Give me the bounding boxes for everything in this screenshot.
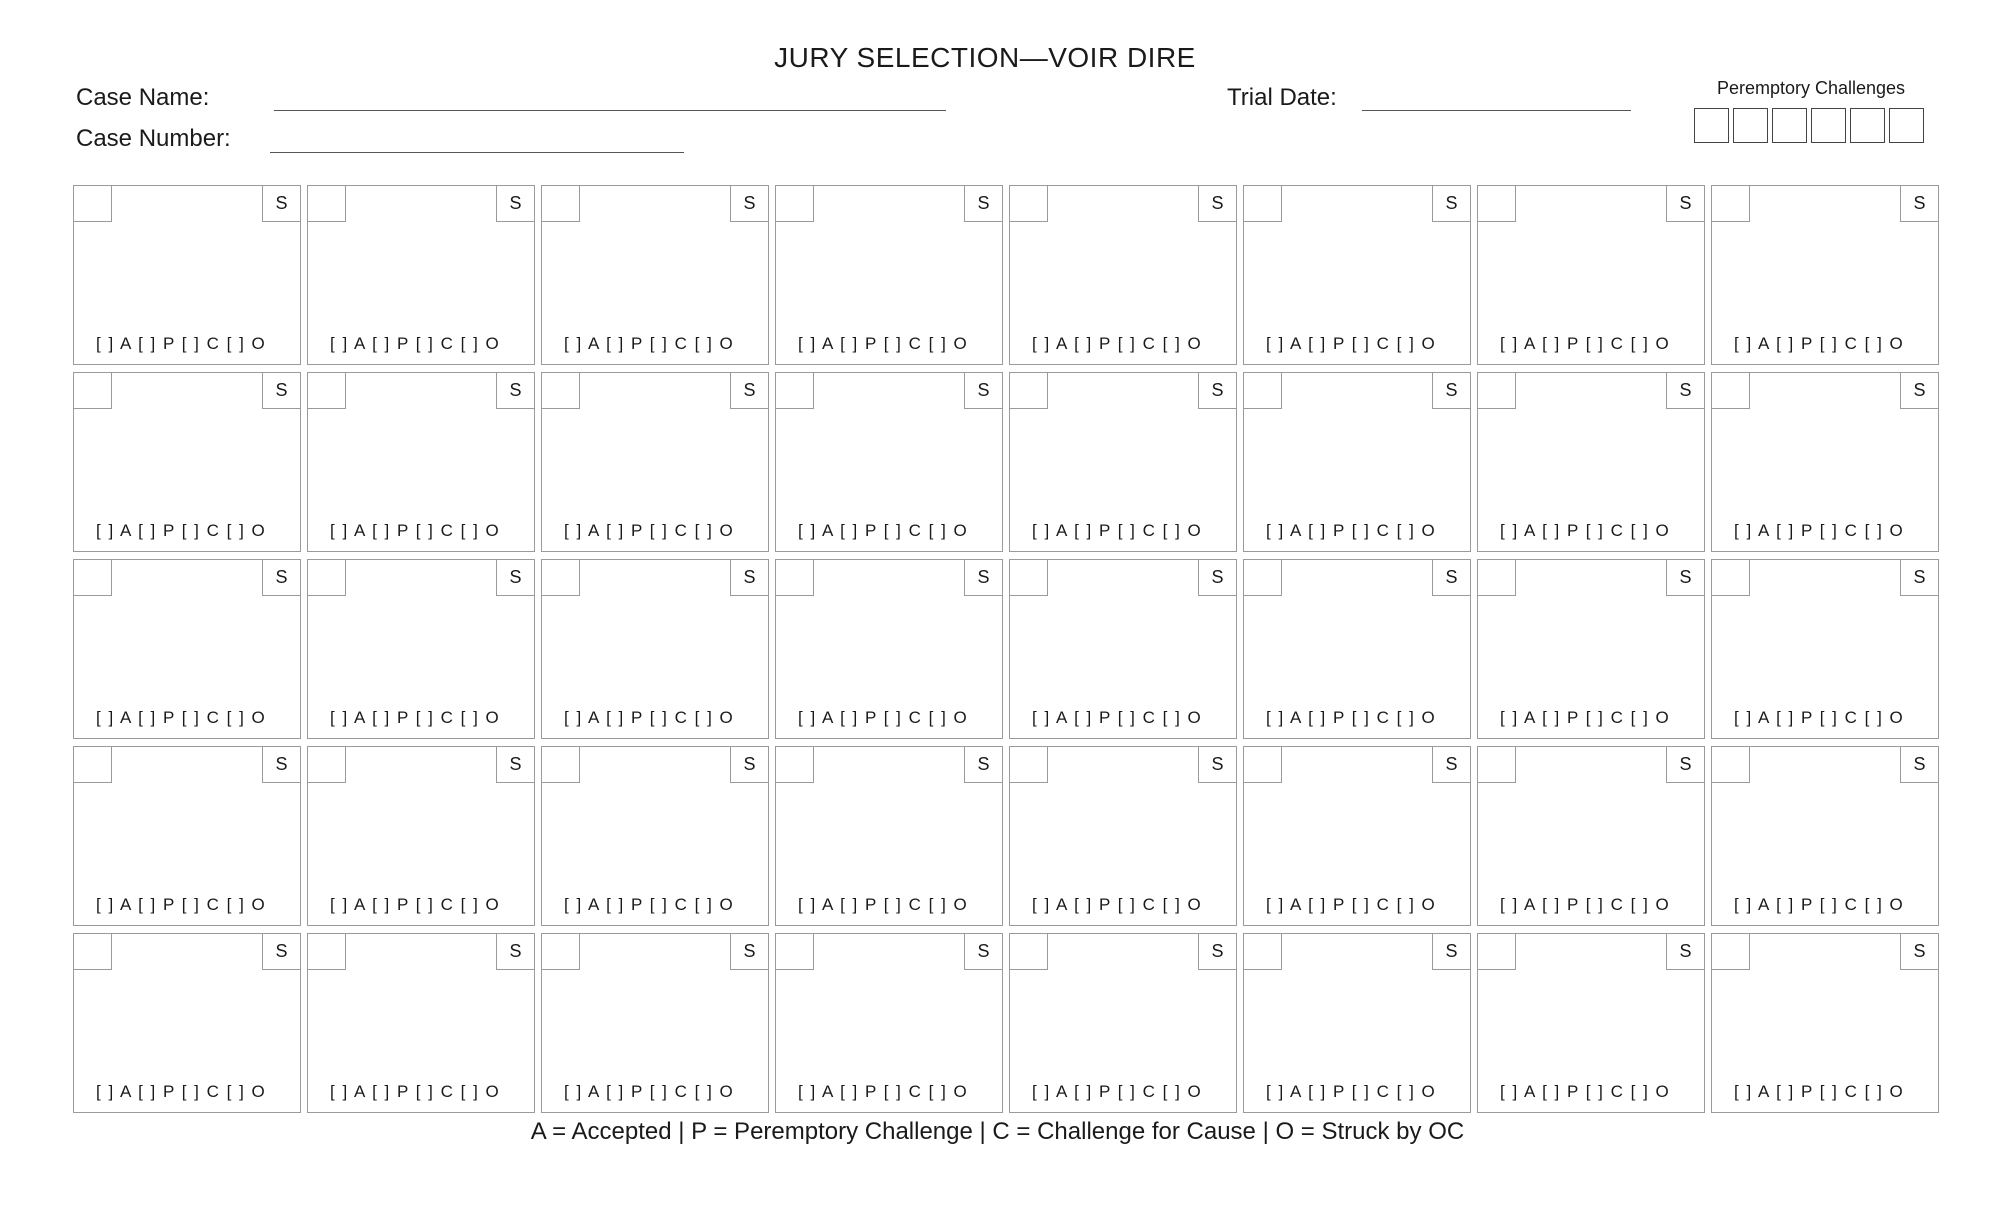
juror-card[interactable] — [307, 185, 535, 365]
juror-number-box[interactable] — [308, 934, 346, 970]
juror-status-options[interactable]: [ ] A [ ] P [ ] C [ ] O — [564, 708, 735, 727]
legend: A = Accepted | P = Peremptory Challenge | C = Challenge for Cause | O = Struck by OC — [530, 1118, 1465, 1145]
juror-status-options[interactable]: [ ] A [ ] P [ ] C [ ] O — [1032, 895, 1203, 914]
juror-card[interactable] — [1009, 559, 1237, 739]
juror-number-box[interactable] — [542, 186, 580, 222]
strike-box[interactable]: S — [1900, 373, 1938, 409]
juror-status-options[interactable]: [ ] A [ ] P [ ] C [ ] O — [330, 334, 501, 353]
strike-box[interactable]: S — [964, 934, 1002, 970]
strike-box[interactable]: S — [262, 560, 300, 596]
case-name-label: Case Name: — [76, 84, 210, 111]
juror-status-options[interactable]: [ ] A [ ] P [ ] C [ ] O — [1266, 708, 1437, 727]
trial-date-line[interactable] — [1362, 110, 1631, 111]
strike-box[interactable]: S — [262, 186, 300, 222]
strike-box[interactable]: S — [1432, 747, 1470, 783]
juror-card[interactable] — [73, 559, 301, 739]
peremptory-challenge-box[interactable] — [1850, 108, 1885, 143]
strike-box[interactable]: S — [262, 934, 300, 970]
juror-number-box[interactable] — [776, 747, 814, 783]
juror-status-options[interactable]: [ ] A [ ] P [ ] C [ ] O — [798, 334, 969, 353]
juror-card[interactable] — [1477, 372, 1705, 552]
strike-box[interactable]: S — [964, 373, 1002, 409]
juror-status-options[interactable]: [ ] A [ ] P [ ] C [ ] O — [798, 708, 969, 727]
juror-status-options[interactable]: [ ] A [ ] P [ ] C [ ] O — [1032, 334, 1203, 353]
strike-box[interactable]: S — [964, 186, 1002, 222]
juror-number-box[interactable] — [1010, 373, 1048, 409]
juror-number-box[interactable] — [1478, 373, 1516, 409]
juror-status-options[interactable]: [ ] A [ ] P [ ] C [ ] O — [96, 895, 267, 914]
peremptory-challenges-title: Peremptory Challenges — [1716, 78, 1906, 98]
strike-box[interactable]: S — [262, 747, 300, 783]
strike-box[interactable]: S — [730, 560, 768, 596]
strike-box[interactable]: S — [1900, 560, 1938, 596]
juror-card[interactable] — [1711, 185, 1939, 365]
peremptory-challenge-box[interactable] — [1811, 108, 1846, 143]
form-title: JURY SELECTION—VOIR DIRE — [774, 42, 1196, 73]
juror-number-box[interactable] — [1712, 934, 1750, 970]
strike-box[interactable]: S — [1198, 934, 1236, 970]
strike-box[interactable]: S — [1666, 934, 1704, 970]
juror-card[interactable] — [541, 185, 769, 365]
juror-number-box[interactable] — [1478, 747, 1516, 783]
juror-status-options[interactable]: [ ] A [ ] P [ ] C [ ] O — [1032, 708, 1203, 727]
juror-status-options[interactable]: [ ] A [ ] P [ ] C [ ] O — [1500, 895, 1671, 914]
juror-card[interactable] — [541, 559, 769, 739]
juror-status-options[interactable]: [ ] A [ ] P [ ] C [ ] O — [1734, 334, 1905, 353]
juror-number-box[interactable] — [74, 560, 112, 596]
juror-status-options[interactable]: [ ] A [ ] P [ ] C [ ] O — [1734, 708, 1905, 727]
strike-box[interactable]: S — [1666, 747, 1704, 783]
strike-box[interactable]: S — [496, 747, 534, 783]
juror-card[interactable] — [775, 372, 1003, 552]
strike-box[interactable]: S — [1666, 560, 1704, 596]
juror-status-options[interactable]: [ ] A [ ] P [ ] C [ ] O — [1500, 708, 1671, 727]
juror-number-box[interactable] — [1244, 560, 1282, 596]
juror-card[interactable] — [1009, 372, 1237, 552]
juror-status-options[interactable]: [ ] A [ ] P [ ] C [ ] O — [564, 1082, 735, 1101]
juror-card[interactable] — [1243, 372, 1471, 552]
juror-status-options[interactable]: [ ] A [ ] P [ ] C [ ] O — [330, 708, 501, 727]
case-number-label: Case Number: — [76, 125, 231, 152]
juror-card[interactable] — [1009, 746, 1237, 926]
juror-number-box[interactable] — [1010, 560, 1048, 596]
juror-number-box[interactable] — [1478, 934, 1516, 970]
juror-number-box[interactable] — [74, 934, 112, 970]
juror-status-options[interactable]: [ ] A [ ] P [ ] C [ ] O — [330, 1082, 501, 1101]
strike-box[interactable]: S — [964, 747, 1002, 783]
juror-card[interactable] — [1711, 933, 1939, 1113]
case-name-line[interactable] — [274, 110, 946, 111]
juror-number-box[interactable] — [1712, 373, 1750, 409]
strike-box[interactable]: S — [1900, 747, 1938, 783]
juror-card[interactable] — [1243, 933, 1471, 1113]
strike-box[interactable]: S — [262, 373, 300, 409]
juror-status-options[interactable]: [ ] A [ ] P [ ] C [ ] O — [1500, 521, 1671, 540]
juror-number-box[interactable] — [1010, 186, 1048, 222]
case-number-line[interactable] — [270, 152, 684, 153]
strike-box[interactable]: S — [1666, 186, 1704, 222]
juror-number-box[interactable] — [776, 373, 814, 409]
juror-status-options[interactable]: [ ] A [ ] P [ ] C [ ] O — [330, 895, 501, 914]
juror-status-options[interactable]: [ ] A [ ] P [ ] C [ ] O — [1266, 521, 1437, 540]
juror-card[interactable] — [775, 933, 1003, 1113]
strike-box[interactable]: S — [964, 560, 1002, 596]
juror-status-options[interactable]: [ ] A [ ] P [ ] C [ ] O — [564, 521, 735, 540]
strike-box[interactable]: S — [1432, 934, 1470, 970]
juror-status-options[interactable]: [ ] A [ ] P [ ] C [ ] O — [1266, 1082, 1437, 1101]
juror-number-box[interactable] — [776, 934, 814, 970]
juror-number-box[interactable] — [542, 560, 580, 596]
juror-number-box[interactable] — [776, 560, 814, 596]
trial-date-label: Trial Date: — [1227, 84, 1337, 111]
strike-box[interactable]: S — [1900, 186, 1938, 222]
peremptory-challenge-box[interactable] — [1694, 108, 1729, 143]
juror-number-box[interactable] — [1478, 560, 1516, 596]
juror-card[interactable] — [1477, 559, 1705, 739]
juror-card[interactable] — [775, 559, 1003, 739]
strike-box[interactable]: S — [1666, 373, 1704, 409]
juror-status-options[interactable]: [ ] A [ ] P [ ] C [ ] O — [798, 895, 969, 914]
juror-number-box[interactable] — [1010, 747, 1048, 783]
strike-box[interactable]: S — [730, 747, 768, 783]
juror-status-options[interactable]: [ ] A [ ] P [ ] C [ ] O — [564, 334, 735, 353]
juror-status-options[interactable]: [ ] A [ ] P [ ] C [ ] O — [1032, 1082, 1203, 1101]
strike-box[interactable]: S — [496, 934, 534, 970]
strike-box[interactable]: S — [1198, 373, 1236, 409]
juror-status-options[interactable]: [ ] A [ ] P [ ] C [ ] O — [798, 521, 969, 540]
strike-box[interactable]: S — [730, 186, 768, 222]
juror-card[interactable] — [73, 933, 301, 1113]
juror-number-box[interactable] — [1244, 373, 1282, 409]
juror-status-options[interactable]: [ ] A [ ] P [ ] C [ ] O — [1734, 1082, 1905, 1101]
peremptory-challenge-box[interactable] — [1733, 108, 1768, 143]
juror-number-box[interactable] — [308, 186, 346, 222]
strike-box[interactable]: S — [1900, 934, 1938, 970]
juror-number-box[interactable] — [542, 747, 580, 783]
juror-card[interactable] — [73, 746, 301, 926]
juror-card[interactable] — [1243, 559, 1471, 739]
juror-number-box[interactable] — [74, 186, 112, 222]
juror-status-options[interactable]: [ ] A [ ] P [ ] C [ ] O — [96, 1082, 267, 1101]
juror-card[interactable] — [73, 185, 301, 365]
juror-card[interactable] — [307, 746, 535, 926]
strike-box[interactable]: S — [1198, 186, 1236, 222]
juror-status-options[interactable]: [ ] A [ ] P [ ] C [ ] O — [96, 708, 267, 727]
juror-number-box[interactable] — [308, 560, 346, 596]
strike-box[interactable]: S — [496, 560, 534, 596]
juror-number-box[interactable] — [1478, 186, 1516, 222]
strike-box[interactable]: S — [496, 186, 534, 222]
juror-card[interactable] — [541, 746, 769, 926]
juror-number-box[interactable] — [308, 747, 346, 783]
juror-number-box[interactable] — [1712, 747, 1750, 783]
juror-status-options[interactable]: [ ] A [ ] P [ ] C [ ] O — [1032, 521, 1203, 540]
strike-box[interactable]: S — [1432, 186, 1470, 222]
juror-status-options[interactable]: [ ] A [ ] P [ ] C [ ] O — [96, 334, 267, 353]
strike-box[interactable]: S — [1432, 560, 1470, 596]
juror-card[interactable] — [1477, 185, 1705, 365]
juror-card[interactable] — [73, 372, 301, 552]
juror-card[interactable] — [1711, 559, 1939, 739]
juror-card[interactable] — [1711, 746, 1939, 926]
juror-card[interactable] — [541, 933, 769, 1113]
juror-number-box[interactable] — [776, 186, 814, 222]
juror-status-options[interactable]: [ ] A [ ] P [ ] C [ ] O — [1266, 334, 1437, 353]
peremptory-challenges-boxes — [1694, 108, 1924, 143]
juror-card[interactable] — [541, 372, 769, 552]
juror-status-options[interactable]: [ ] A [ ] P [ ] C [ ] O — [96, 521, 267, 540]
strike-box[interactable]: S — [1198, 560, 1236, 596]
strike-box[interactable]: S — [730, 373, 768, 409]
juror-number-box[interactable] — [308, 373, 346, 409]
juror-status-options[interactable]: [ ] A [ ] P [ ] C [ ] O — [798, 1082, 969, 1101]
juror-card[interactable] — [1009, 933, 1237, 1113]
strike-box[interactable]: S — [1198, 747, 1236, 783]
strike-box[interactable]: S — [730, 934, 768, 970]
juror-card[interactable] — [775, 746, 1003, 926]
juror-card[interactable] — [1711, 372, 1939, 552]
juror-card[interactable] — [307, 372, 535, 552]
juror-number-box[interactable] — [1244, 186, 1282, 222]
juror-card[interactable] — [1243, 185, 1471, 365]
juror-card[interactable] — [1243, 746, 1471, 926]
juror-number-box[interactable] — [74, 747, 112, 783]
juror-card[interactable] — [1477, 933, 1705, 1113]
juror-number-box[interactable] — [1712, 186, 1750, 222]
juror-card[interactable] — [775, 185, 1003, 365]
juror-status-options[interactable]: [ ] A [ ] P [ ] C [ ] O — [1734, 521, 1905, 540]
strike-box[interactable]: S — [496, 373, 534, 409]
juror-card[interactable] — [307, 933, 535, 1113]
juror-number-box[interactable] — [1244, 934, 1282, 970]
juror-card[interactable] — [1009, 185, 1237, 365]
juror-card[interactable] — [1477, 746, 1705, 926]
juror-number-box[interactable] — [542, 934, 580, 970]
juror-status-options[interactable]: [ ] A [ ] P [ ] C [ ] O — [1734, 895, 1905, 914]
juror-status-options[interactable]: [ ] A [ ] P [ ] C [ ] O — [1500, 1082, 1671, 1101]
juror-number-box[interactable] — [542, 373, 580, 409]
strike-box[interactable]: S — [1432, 373, 1470, 409]
juror-status-options[interactable]: [ ] A [ ] P [ ] C [ ] O — [1500, 334, 1671, 353]
juror-status-options[interactable]: [ ] A [ ] P [ ] C [ ] O — [1266, 895, 1437, 914]
juror-status-options[interactable]: [ ] A [ ] P [ ] C [ ] O — [564, 895, 735, 914]
juror-number-box[interactable] — [74, 373, 112, 409]
juror-number-box[interactable] — [1244, 747, 1282, 783]
juror-number-box[interactable] — [1010, 934, 1048, 970]
juror-card[interactable] — [307, 559, 535, 739]
juror-number-box[interactable] — [1712, 560, 1750, 596]
peremptory-challenge-box[interactable] — [1772, 108, 1807, 143]
peremptory-challenge-box[interactable] — [1889, 108, 1924, 143]
juror-grid — [73, 185, 1939, 1113]
juror-status-options[interactable]: [ ] A [ ] P [ ] C [ ] O — [330, 521, 501, 540]
